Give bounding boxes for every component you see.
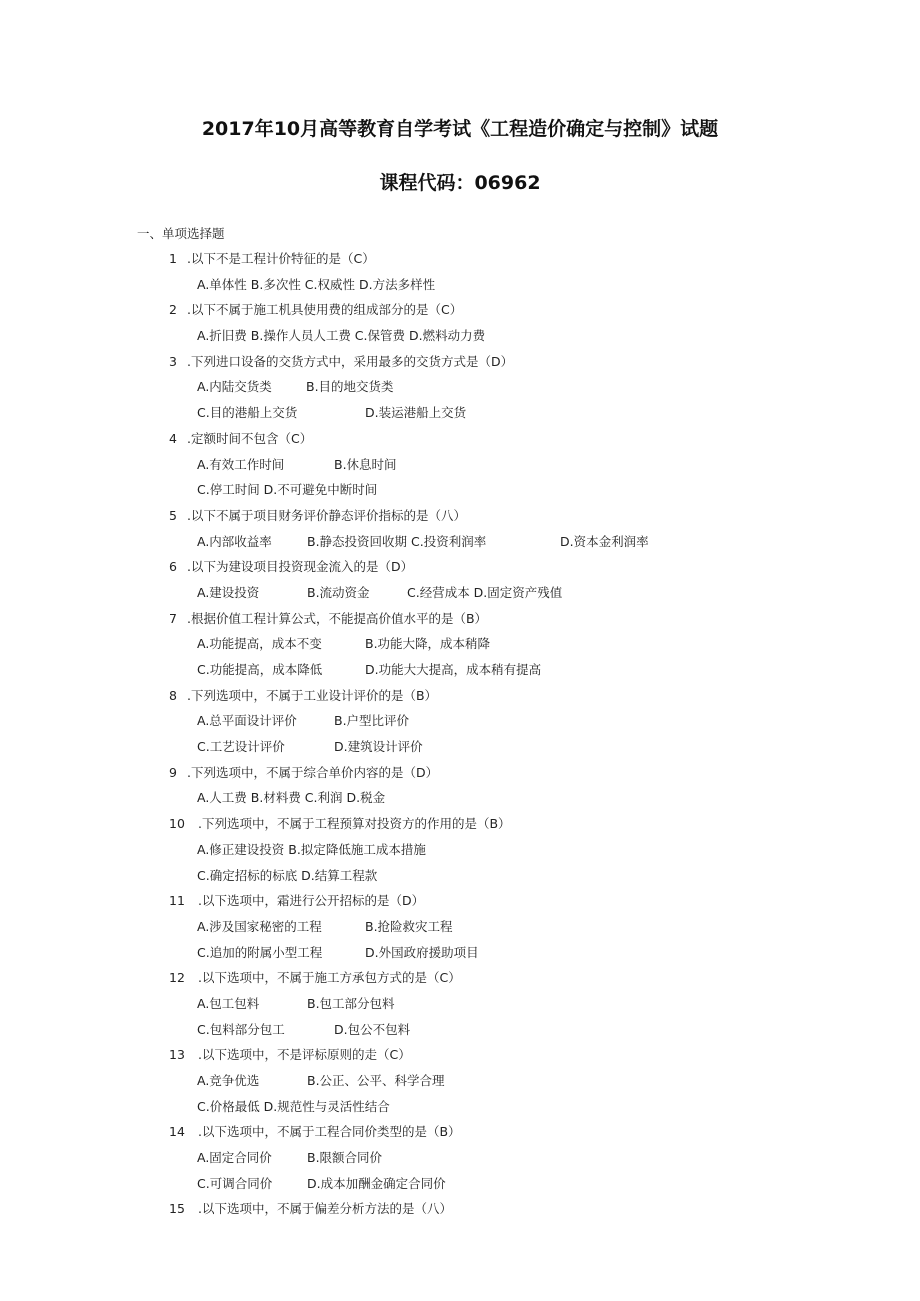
answer-option: D.装运港船上交货: [365, 405, 467, 421]
answer-option: C.确定招标的标底 D.结算工程款: [197, 867, 378, 883]
question-text: .以下不是工程计价特征的是（C）: [187, 251, 375, 266]
answer-option: C.工艺设计评价: [197, 739, 285, 755]
question-stem: [0, 687, 920, 713]
answer-option: B.静态投资回收期 C.投资利润率: [307, 533, 487, 549]
answer-option: C.经营成本 D.固定资产残值: [407, 584, 563, 600]
answer-option: A.内部收益率: [197, 533, 272, 549]
answer-option: A.有效工作时间: [197, 456, 285, 472]
options-line: [0, 1072, 920, 1098]
answer-option: A.涉及国家秘密的工程: [197, 918, 322, 934]
options-line: [0, 738, 920, 764]
answer-option: B.目的地交货类: [306, 379, 394, 395]
options-line: [0, 1098, 920, 1124]
answer-option: A.折旧费 B.操作人员人工费 C.保管费 D.燃料动力费: [197, 328, 486, 344]
question-number: 8: [169, 687, 177, 703]
question-stem: [0, 301, 920, 327]
options-line: [0, 712, 920, 738]
answer-option: A.修正建设投资 B.拟定降低施工成本措施: [197, 841, 426, 857]
question-stem: [0, 430, 920, 456]
question-number: 5: [169, 507, 177, 523]
options-line: [0, 481, 920, 507]
answer-option: D.外国政府援助项目: [365, 944, 479, 960]
question-number: 3: [169, 353, 177, 369]
question-number: 7: [169, 610, 177, 626]
question-item: [0, 1046, 920, 1123]
question-text: .下列进口设备的交货方式中，采用最多的交货方式是（D）: [187, 353, 514, 369]
question-text: .定额时间不包含（C）: [187, 430, 313, 446]
question-stem: [0, 558, 920, 584]
answer-option: C.功能提高，成本降低: [197, 662, 323, 677]
question-text: .以下不属于施工机具使用费的组成部分的是（C）: [187, 302, 463, 318]
options-line: [0, 841, 920, 867]
answer-option: A.内陆交货类: [197, 379, 272, 395]
options-line: [0, 1149, 920, 1175]
question-stem: [0, 353, 920, 379]
answer-option: C.目的港船上交货: [197, 405, 298, 421]
options-line: [0, 327, 920, 353]
question-number: 10: [169, 816, 185, 832]
answer-option: B.公正、公平、科学合理: [307, 1073, 445, 1088]
question-item: [0, 610, 920, 687]
answer-option: A.固定合同价: [197, 1150, 272, 1166]
answer-option: D.资本金利润率: [560, 533, 649, 549]
answer-option: A.竞争优选: [197, 1073, 260, 1088]
question-number: 12: [169, 970, 185, 986]
question-text: .以下为建设项目投资现金流入的是（D）: [187, 559, 414, 575]
question-stem: [0, 1046, 920, 1072]
question-text: .下列选项中，不属于综合单价内容的是（D）: [187, 764, 439, 780]
question-stem: [0, 815, 920, 841]
options-line: [0, 789, 920, 815]
question-text: .以下不属于项目财务评价静态评价指标的是（八）: [187, 507, 466, 523]
answer-option: C.包料部分包工: [197, 1021, 285, 1037]
answer-option: A.功能提高，成本不变: [197, 636, 322, 652]
question-item: [0, 687, 920, 764]
answer-option: A.单体性 B.多次性 C.权威性 D.方法多样性: [197, 276, 436, 292]
question-item: [0, 353, 920, 430]
course-code: 课程代码：06962: [379, 172, 541, 194]
question-number: 1: [169, 251, 177, 266]
question-stem: [0, 507, 920, 533]
answer-option: C.追加的附属小型工程: [197, 944, 323, 960]
question-item: [0, 969, 920, 1046]
question-number: 15: [169, 1201, 185, 1217]
question-stem: [0, 969, 920, 995]
question-text: .下列选项中，不属于工程预算对投资方的作用的是（B）: [198, 816, 511, 832]
options-line: [0, 661, 920, 687]
question-list: [0, 250, 920, 1226]
question-number: 2: [169, 302, 177, 318]
question-item: [0, 764, 920, 815]
answer-option: B.流动资金: [307, 584, 370, 600]
answer-option: A.总平面设计评价: [197, 713, 297, 729]
answer-option: B.限额合同价: [307, 1150, 383, 1166]
answer-option: A.建设投资: [197, 584, 260, 600]
question-text: .以下选项中，不属于工程合同价类型的是（B）: [198, 1124, 461, 1140]
options-line: [0, 404, 920, 430]
section-heading: 一、单项选择题: [137, 226, 225, 241]
options-line: [0, 1175, 920, 1201]
question-number: 9: [169, 764, 177, 780]
options-line: [0, 944, 920, 970]
answer-option: C.价格最低 D.规范性与灵活性结合: [197, 1098, 390, 1114]
question-stem: [0, 892, 920, 918]
options-line: [0, 635, 920, 661]
question-stem: [0, 1123, 920, 1149]
question-item: [0, 1200, 920, 1226]
question-number: 14: [169, 1124, 185, 1140]
answer-option: D.包公不包料: [334, 1021, 411, 1037]
answer-option: D.建筑设计评价: [334, 739, 423, 755]
question-text: .以下选项中，霜进行公开招标的是（D）: [198, 893, 425, 909]
question-number: 4: [169, 430, 177, 446]
page-title: 2017年10月高等教育自学考试《工程造价确定与控制》试题: [201, 118, 719, 140]
question-stem: [0, 764, 920, 790]
answer-option: B.包工部分包料: [307, 995, 395, 1011]
question-item: [0, 815, 920, 892]
answer-option: B.抢险救灾工程: [365, 918, 453, 934]
answer-option: B.休息时间: [334, 456, 397, 472]
question-stem: [0, 250, 920, 276]
question-stem: [0, 1200, 920, 1226]
answer-option: A.人工费 B.材料费 C.利润 D.税金: [197, 790, 386, 806]
question-text: .以下选项中，不属于偏差分析方法的是（八）: [198, 1201, 452, 1217]
question-item: [0, 250, 920, 301]
question-number: 6: [169, 559, 177, 575]
question-item: [0, 507, 920, 558]
options-line: [0, 584, 920, 610]
question-item: [0, 1123, 920, 1200]
question-text: .以下选项中，不是评标原则的走（C）: [198, 1047, 411, 1063]
answer-option: C.停工时间 D.不可避免中断时间: [197, 482, 378, 498]
question-number: 11: [169, 893, 185, 909]
answer-option: B.功能大降，成本稍降: [365, 636, 491, 652]
answer-option: B.户型比评价: [334, 713, 410, 729]
question-item: [0, 558, 920, 609]
options-line: [0, 995, 920, 1021]
options-line: [0, 867, 920, 893]
question-text: .下列选项中，不属于工业设计评价的是（B）: [187, 687, 438, 703]
answer-option: D.功能大大提高，成本稍有提高: [365, 662, 542, 677]
question-text: .以下选项中，不属于施工方承包方式的是（C）: [198, 970, 461, 986]
question-stem: [0, 610, 920, 636]
options-line: [0, 456, 920, 482]
options-line: [0, 1021, 920, 1047]
options-line: [0, 276, 920, 302]
question-number: 13: [169, 1047, 185, 1063]
question-item: [0, 430, 920, 507]
answer-option: A.包工包料: [197, 995, 260, 1011]
question-item: [0, 301, 920, 352]
answer-option: D.成本加酬金确定合同价: [307, 1175, 446, 1191]
options-line: [0, 533, 920, 559]
question-item: [0, 892, 920, 969]
options-line: [0, 378, 920, 404]
options-line: [0, 918, 920, 944]
question-text: .根据价值工程计算公式，不能提高价值水平的是（B）: [187, 610, 488, 626]
answer-option: C.可调合同价: [197, 1175, 273, 1191]
